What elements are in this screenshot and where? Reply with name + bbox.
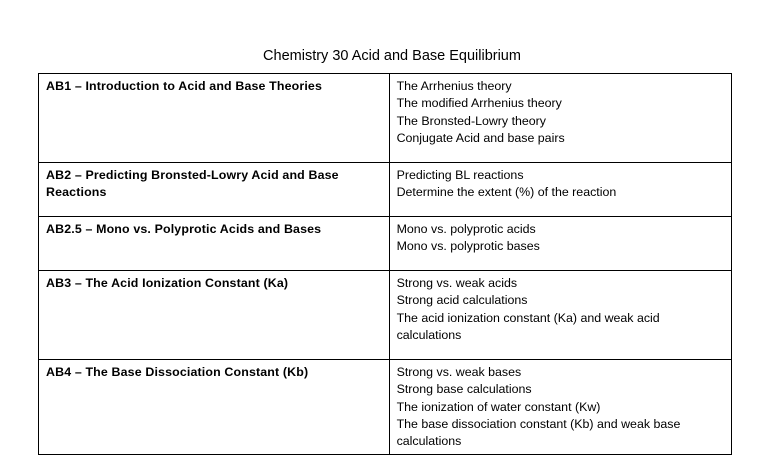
topics-cell-ab2 [389, 163, 731, 217]
topics-cell-ab2-5 [389, 217, 731, 271]
topic-item: Strong vs. weak bases [396, 365, 522, 379]
document-title: Chemistry 30 Acid and Base Equilibrium [263, 48, 521, 64]
topic-item: The ionization of water constant (Kw) [396, 399, 601, 414]
topics-cell-ab1 [389, 74, 731, 163]
topic-item: Determine the extent (%) of the reaction [396, 185, 617, 200]
table-row [39, 217, 732, 271]
unit-label-ab2: AB2 – Predicting Bronsted-Lowry Acid and Base Reactions [39, 163, 390, 217]
topic-item: The acid ionization constant (Ka) and weak acid calculations [396, 310, 660, 342]
topic-item: The Arrhenius theory [396, 79, 512, 93]
topic-item: Strong acid calculations [396, 293, 528, 308]
topics-cell-ab3 [389, 271, 731, 360]
topic-item: The modified Arrhenius theory [396, 96, 562, 111]
table-row [39, 74, 732, 163]
topic-item: Mono vs. polyprotic bases [396, 239, 540, 254]
unit-topics-table [38, 73, 732, 455]
topic-item: Mono vs. polyprotic acids [396, 222, 536, 236]
topic-item: The Bronsted-Lowry theory [396, 113, 547, 128]
table-row [39, 271, 732, 360]
topic-item: Conjugate Acid and base pairs [396, 130, 565, 145]
table-row [39, 360, 732, 455]
topic-item: Strong vs. weak acids [396, 276, 518, 290]
topic-item: Predicting BL reactions [396, 168, 524, 182]
topic-item: The base dissociation constant (Kb) and weak base calculations [396, 416, 681, 449]
unit-label-ab2-5: AB2.5 – Mono vs. Polyprotic Acids and Bases [39, 217, 390, 271]
unit-label-ab4: AB4 – The Base Dissociation Constant (Kb) [39, 360, 390, 455]
table-row [39, 163, 732, 217]
topics-cell-ab4 [389, 360, 731, 455]
unit-label-ab3: AB3 – The Acid Ionization Constant (Ka) [39, 271, 390, 360]
topic-item: Strong base calculations [396, 382, 532, 397]
unit-label-ab1: AB1 – Introduction to Acid and Base Theories [39, 74, 390, 163]
